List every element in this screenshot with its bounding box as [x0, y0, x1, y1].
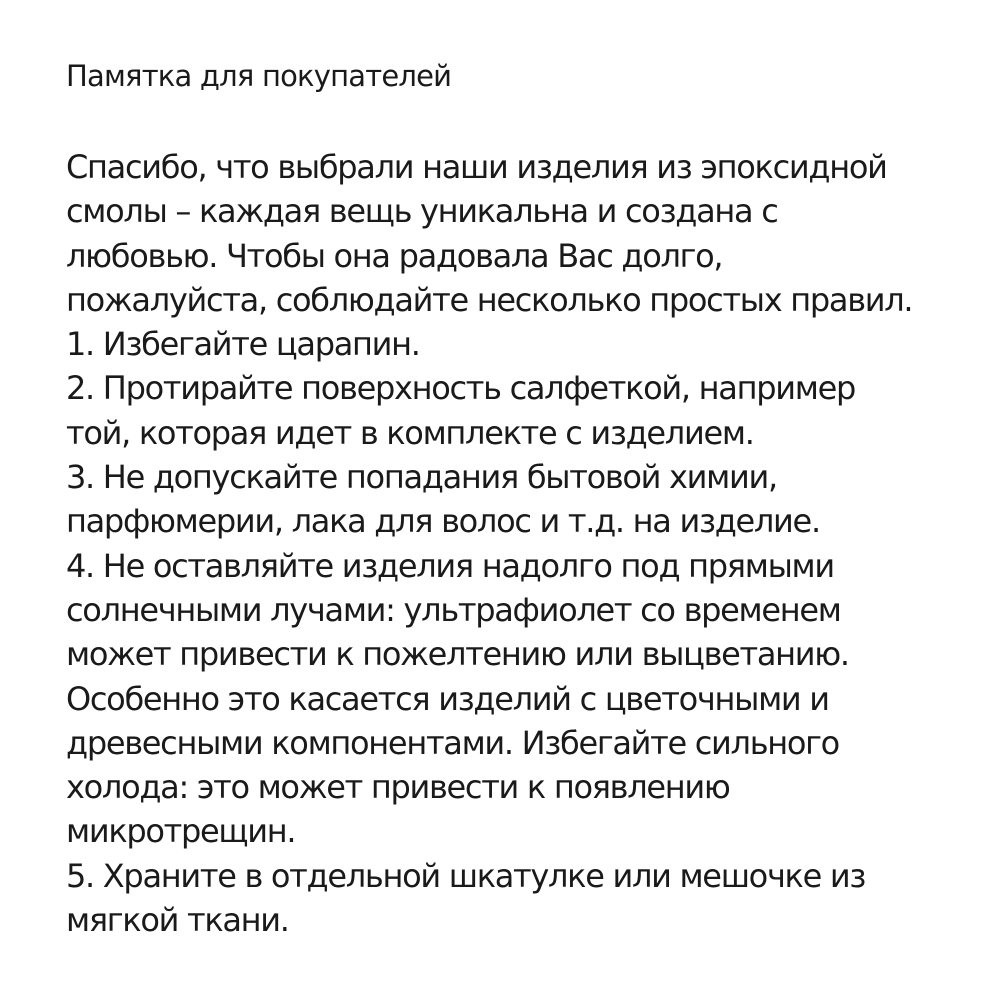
rule-4-line: микротрещин.	[66, 812, 296, 851]
rule-4-line: древесными компонентами. Избегайте сильного	[66, 723, 839, 762]
rule-2-line: той, которая идет в комплекте с изделием.	[66, 413, 754, 452]
rule-3-line: 3. Не допускайте попадания бытовой химии,	[66, 458, 777, 497]
page-title: Памятка для покупателей	[66, 59, 452, 93]
rule-4-line: холода: это может привести к появлению	[66, 768, 730, 807]
rule-2-line: 2. Протирайте поверхность салфеткой, например	[66, 369, 855, 408]
rule-4-line: 4. Не оставляйте изделия надолго под прямыми	[66, 546, 834, 585]
body-line: пожалуйста, соблюдайте несколько простых правил.	[66, 280, 913, 319]
rule-3-line: парфюмерии, лака для волос и т.д. на изделие.	[66, 502, 820, 541]
body-line: любовью. Чтобы она радовала Вас долго,	[66, 236, 723, 275]
rule-1-line: 1. Избегайте царапин.	[66, 325, 420, 364]
memo-body	[66, 145, 986, 942]
rule-4-line: может привести к пожелтению или выцветанию.	[66, 635, 849, 674]
rule-5-line: мягкой ткани.	[66, 901, 289, 940]
rule-4-line: солнечными лучами: ультрафиолет со временем	[66, 590, 841, 629]
rule-4-line: Особенно это касается изделий с цветочными и	[66, 679, 829, 718]
body-line: Спасибо, что выбрали наши изделия из эпоксидной	[66, 148, 887, 186]
rule-5-line: 5. Храните в отдельной шкатулке или мешочке из	[66, 856, 866, 895]
body-line: смолы – каждая вещь уникальна и создана с	[66, 192, 778, 231]
